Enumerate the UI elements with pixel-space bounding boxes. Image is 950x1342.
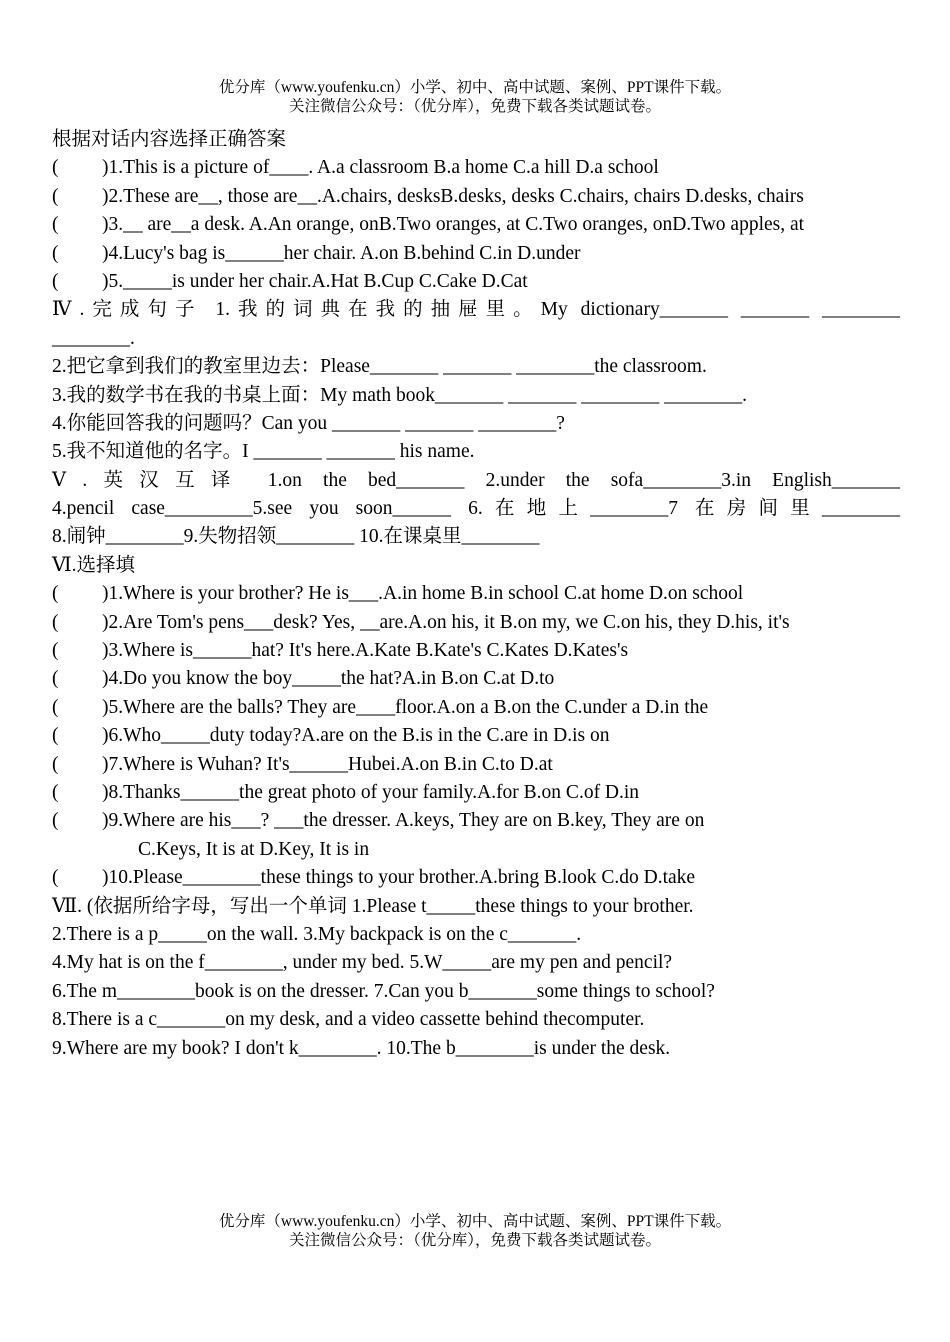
answer-paren: (	[52, 810, 59, 832]
question-text: )1.Where is your brother? He is___.A.in home B.in school C.at home D.on school	[102, 583, 744, 605]
s6-question-6	[52, 722, 900, 750]
s6-question-10	[52, 864, 900, 892]
header-line-2: 关注微信公众号：（优分库），免费下载各类试题试卷。	[288, 98, 661, 115]
s3-question-5	[52, 268, 900, 296]
answer-paren: (	[52, 696, 59, 718]
s4-line-3: 3.我的数学书在我的书桌上面：My math book_______ _______ ________ ________.	[52, 384, 747, 406]
s6-question-4	[52, 665, 900, 693]
answer-paren: (	[52, 867, 59, 889]
answer-paren: (	[52, 270, 59, 292]
answer-paren: (	[52, 668, 59, 690]
s4-line-1: Ⅳ.完成句子 1.我的词典在我的抽屉里。My dictionary_______ _______ ________	[52, 299, 900, 321]
question-text: )6.Who_____duty today?A.are on the B.is in the C.are in D.is on	[102, 725, 610, 747]
s6-question-9-options: C.Keys, It is at D.Key, It is in	[138, 838, 370, 860]
s3-question-4	[52, 240, 900, 268]
s4-line-4: 4.你能回答我的问题吗？Can you _______ _______ ________?	[52, 412, 565, 434]
s4-line-5: 5.我不知道他的名字。I _______ _______ his name.	[52, 441, 475, 463]
s6-question-3	[52, 637, 900, 665]
question-text: )3.Where is______hat? It's here.A.Kate B.Kate's C.Kates D.Kates's	[102, 640, 629, 662]
s3-question-3	[52, 211, 900, 239]
s5-line-3: 8.闹钟________9.失物招领________ 10.在课桌里________	[52, 526, 540, 548]
s6-question-7	[52, 751, 900, 779]
question-text: )2.These are__, those are__.A.chairs, desksB.desks, desks C.chairs, chairs D.desks, chairs	[102, 185, 804, 207]
answer-paren: (	[52, 157, 59, 179]
s7-line-6: 9.Where are my book? I don't k________. 10.The b________is under the desk.	[52, 1037, 671, 1059]
answer-paren: (	[52, 185, 59, 207]
s6-question-1	[52, 580, 900, 608]
answer-paren: (	[52, 640, 59, 662]
s6-question-9	[52, 807, 900, 835]
s3-question-2	[52, 183, 900, 211]
question-text: )2.Are Tom's pens___desk? Yes, __are.A.on his, it B.on my, we C.on his, they D.his, it's	[102, 611, 790, 633]
page-header	[0, 78, 950, 116]
s3-question-1	[52, 154, 900, 182]
section-3-title: 根据对话内容选择正确答案	[52, 129, 287, 150]
question-text: )9.Where are his___? ___the dresser. A.keys, They are on B.key, They are on	[102, 810, 705, 832]
s4-line-1-cont: ________.	[52, 327, 135, 349]
answer-paren: (	[52, 214, 59, 236]
page-footer	[0, 1212, 950, 1250]
s7-line-4: 6.The m________book is on the dresser. 7.Can you b_______some things to school?	[52, 980, 715, 1002]
answer-paren: (	[52, 611, 59, 633]
s4-line-2: 2.把它拿到我们的教室里边去：Please_______ _______ ________the classroom.	[52, 356, 707, 378]
s5-line-2: 4.pencil case_________5.see you soon______ 6.在地上________7 在房间里________	[52, 498, 900, 520]
question-text: )5._____is under her chair.A.Hat B.Cup C.Cake D.Cat	[102, 270, 528, 292]
s6-question-5	[52, 694, 900, 722]
s7-line-5: 8.There is a c_______on my desk, and a video cassette behind thecomputer.	[52, 1009, 645, 1031]
s7-line-1: Ⅶ. (依据所给字母，写出一个单词 1.Please t_____these things to your brother.	[52, 895, 694, 917]
answer-paren: (	[52, 242, 59, 264]
s5-line-1: Ⅴ.英汉互译 1.on the bed_______ 2.under the sofa________3.in English_______	[52, 469, 900, 491]
s6-question-2	[52, 609, 900, 637]
s6-question-8	[52, 779, 900, 807]
question-text: )7.Where is Wuhan? It's______Hubei.A.on B.in C.to D.at	[102, 753, 553, 775]
question-text: )1.This is a picture of____. A.a classroom B.a home C.a hill D.a school	[102, 157, 659, 179]
question-text: )4.Lucy's bag is______her chair. A.on B.behind C.in D.under	[102, 242, 581, 264]
question-text: )8.Thanks______the great photo of your family.A.for B.on C.of D.in	[102, 782, 640, 803]
section-6-title: Ⅵ.选择填	[52, 554, 135, 576]
s7-line-3: 4.My hat is on the f________, under my bed. 5.W_____are my pen and pencil?	[52, 952, 673, 974]
question-text: )10.Please________these things to your brother.A.bring B.look C.do D.take	[102, 867, 696, 889]
answer-paren: (	[52, 753, 59, 775]
s7-line-2: 2.There is a p_____on the wall. 3.My backpack is on the c_______.	[52, 923, 582, 945]
question-text: )3.__ are__a desk. A.An orange, onB.Two oranges, at C.Two oranges, onD.Two apples, at	[102, 214, 805, 236]
header-line-1: 优分库（www.youfenku.cn）小学、初中、高中试题、案例、PPT课件下载。	[218, 79, 732, 96]
worksheet-body	[52, 126, 900, 1063]
footer-line-2: 关注微信公众号：（优分库），免费下载各类试题试卷。	[288, 1232, 661, 1249]
question-text: )4.Do you know the boy_____the hat?A.in B.on C.at D.to	[102, 668, 555, 690]
question-text: )5.Where are the balls? They are____floor.A.on a B.on the C.under a D.in the	[102, 696, 709, 718]
answer-paren: (	[52, 583, 59, 605]
footer-line-1: 优分库（www.youfenku.cn）小学、初中、高中试题、案例、PPT课件下载。	[218, 1213, 732, 1230]
answer-paren: (	[52, 725, 59, 747]
answer-paren: (	[52, 782, 59, 803]
